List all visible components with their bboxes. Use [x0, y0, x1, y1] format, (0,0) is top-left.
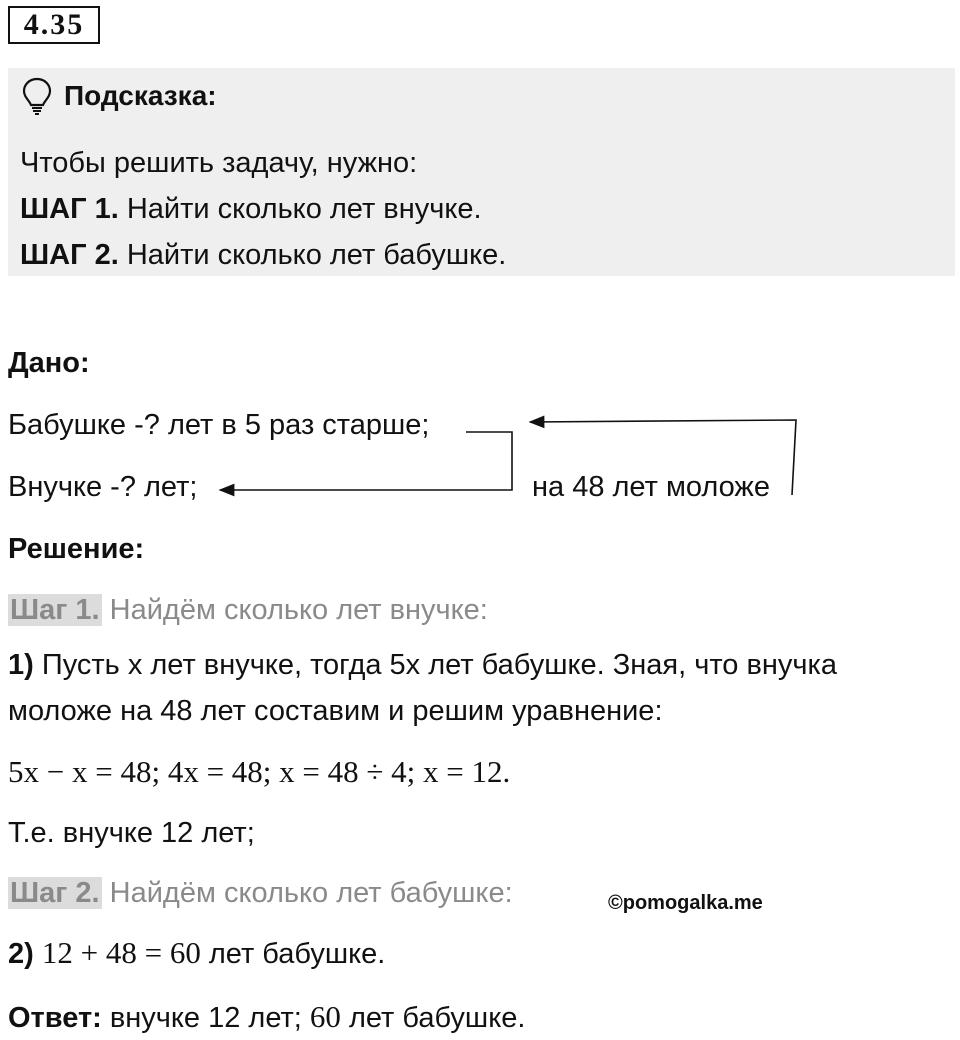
step-1-heading: [8, 593, 488, 627]
hint-step-2-text: Найти сколько лет бабушке.: [118, 239, 507, 271]
hint-title: Подсказка:: [64, 80, 217, 111]
task-number: 4.35: [8, 6, 100, 44]
step-2-text: Найдём сколько лет бабушке:: [101, 877, 513, 909]
hint-intro: Чтобы решить задачу, нужно:: [20, 147, 418, 179]
step-2-label: Шаг 2.: [10, 877, 100, 909]
given-title: Дано:: [8, 347, 90, 379]
step-1-para-line-1: [8, 648, 837, 682]
given-relation: на 48 лет моложе: [532, 471, 770, 503]
given-grandmother: Бабушке -? лет в 5 раз старше;: [8, 409, 430, 441]
step-1-text: Найдём сколько лет внучке:: [101, 594, 488, 626]
step-1-para-text: Пусть x лет внучке, тогда 5x лет бабушке. Зная, что внучка: [33, 649, 837, 681]
step-1-number: 1): [8, 649, 34, 681]
hint-step-1-label: ШАГ 1.: [20, 193, 119, 225]
step-1-equation: 5x − x = 48; 4x = 48; x = 48 ÷ 4; x = 12.: [8, 754, 511, 789]
step-1-label: Шаг 1.: [10, 594, 100, 626]
step-1-result: Т.е. внучке 12 лет;: [8, 817, 255, 849]
step-2-line: [8, 936, 385, 971]
step-2-number: 2): [8, 938, 34, 970]
step-1-para-line-2: моложе на 48 лет составим и решим уравнение:: [8, 695, 663, 727]
watermark: ©pomogalka.me: [608, 892, 763, 914]
hint-step-1-text: Найти сколько лет внучке.: [118, 193, 482, 225]
step-2-heading: [8, 876, 513, 910]
answer-text-a: внучке 12 лет;: [101, 1002, 310, 1034]
solution-title: Решение:: [8, 533, 145, 565]
answer-label: Ответ:: [8, 1002, 102, 1034]
arrow-to-grandmother: [530, 420, 796, 495]
hint-step-2-label: ШАГ 2.: [20, 239, 119, 271]
answer-line: [8, 1000, 525, 1035]
arrow-to-granddaughter: [220, 432, 512, 490]
step-2-equation: 12 + 48 = 60: [41, 935, 201, 970]
step-2-tail: лет бабушке.: [200, 938, 386, 970]
given-granddaughter: Внучке -? лет;: [8, 471, 198, 503]
answer-value: 60: [309, 999, 341, 1034]
answer-text-b: лет бабушке.: [340, 1002, 526, 1034]
